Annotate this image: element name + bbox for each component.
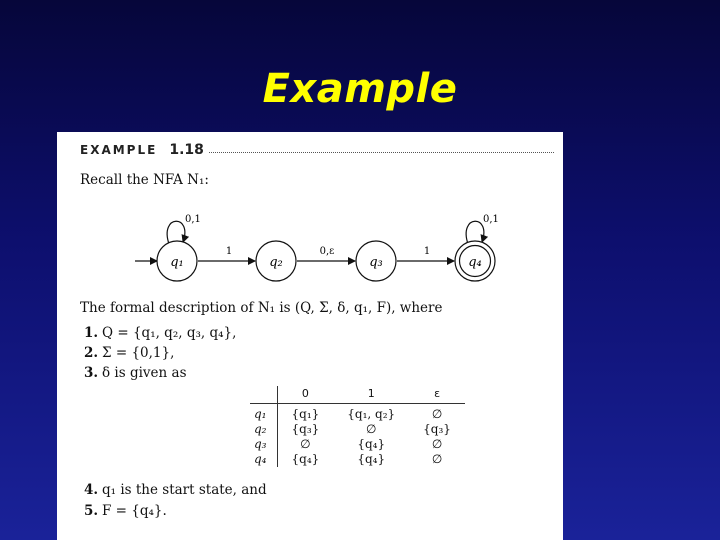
table-row bbox=[250, 404, 465, 423]
recall-line: Recall the NFA N₁: bbox=[80, 172, 209, 188]
table-cell: ∅ bbox=[300, 437, 311, 451]
row-state: q₃ bbox=[250, 437, 277, 452]
row-state: q₄ bbox=[250, 452, 277, 467]
table-cell: {q₃} bbox=[291, 422, 320, 436]
state-label: q₂ bbox=[269, 255, 283, 270]
list-item-4 bbox=[84, 482, 267, 498]
table-cell: {q₄} bbox=[357, 437, 386, 451]
table-cell: ∅ bbox=[431, 407, 443, 421]
formal-description: The formal description of N₁ is (Q, Σ, δ, q₁, F), where bbox=[80, 300, 443, 316]
item-number: 3. bbox=[84, 365, 99, 381]
slide-title: Example bbox=[262, 66, 458, 112]
state-label: q₃ bbox=[369, 255, 383, 270]
item-number: 2. bbox=[84, 345, 99, 361]
example-number: 1.18 bbox=[169, 142, 204, 158]
column-header: ε bbox=[409, 386, 465, 404]
label-q1-q2: 1 bbox=[225, 246, 233, 257]
row-state: q₁ bbox=[250, 404, 277, 423]
table-cell: ∅ bbox=[365, 422, 377, 436]
state-q3 bbox=[356, 241, 396, 281]
table-cell: {q₃} bbox=[423, 422, 451, 436]
table-cell: {q₄} bbox=[291, 452, 320, 466]
list-item-1 bbox=[84, 325, 236, 341]
table-row bbox=[250, 422, 465, 437]
item-number: 1. bbox=[84, 325, 99, 341]
table-cell: ∅ bbox=[431, 437, 443, 451]
table-cell: {q₁, q₂} bbox=[347, 407, 396, 421]
label-q1-loop: 0,1 bbox=[185, 214, 201, 225]
header-rule bbox=[209, 152, 554, 153]
column-header: 0 bbox=[277, 386, 333, 404]
item-text: F = {q₄}. bbox=[102, 503, 167, 519]
table-row bbox=[250, 452, 465, 467]
list-item-3 bbox=[84, 365, 187, 381]
column-header: 1 bbox=[333, 386, 409, 404]
table-header-row bbox=[250, 386, 465, 404]
table-row bbox=[250, 437, 465, 452]
row-state: q₂ bbox=[250, 422, 277, 437]
item-text: Q = {q₁, q₂, q₃, q₄}, bbox=[102, 325, 237, 341]
item-number: 4. bbox=[84, 482, 99, 498]
label-q2-q3: 0,ε bbox=[319, 246, 335, 257]
table-cell: {q₁} bbox=[291, 407, 320, 421]
state-q1 bbox=[157, 241, 197, 281]
nfa-diagram bbox=[57, 194, 563, 294]
item-number: 5. bbox=[84, 503, 99, 519]
list-item-2 bbox=[84, 345, 174, 361]
transition-table bbox=[250, 386, 465, 467]
table-cell: {q₄} bbox=[357, 452, 386, 466]
item-text: q₁ is the start state, and bbox=[102, 482, 267, 498]
item-text: Σ = {0,1}, bbox=[102, 345, 175, 361]
label-q3-q4: 1 bbox=[423, 246, 431, 257]
table-corner bbox=[250, 386, 277, 404]
textbook-page bbox=[57, 132, 563, 540]
table-cell: ∅ bbox=[431, 452, 443, 466]
item-text: δ is given as bbox=[102, 365, 187, 381]
example-header bbox=[80, 142, 204, 158]
state-q4-accept bbox=[455, 241, 495, 281]
list-item-5 bbox=[84, 503, 167, 519]
state-label: q₄ bbox=[468, 255, 482, 270]
example-word: EXAMPLE bbox=[80, 143, 158, 157]
state-q2 bbox=[256, 241, 296, 281]
state-label: q₁ bbox=[170, 255, 184, 270]
label-q4-loop: 0,1 bbox=[483, 214, 499, 225]
